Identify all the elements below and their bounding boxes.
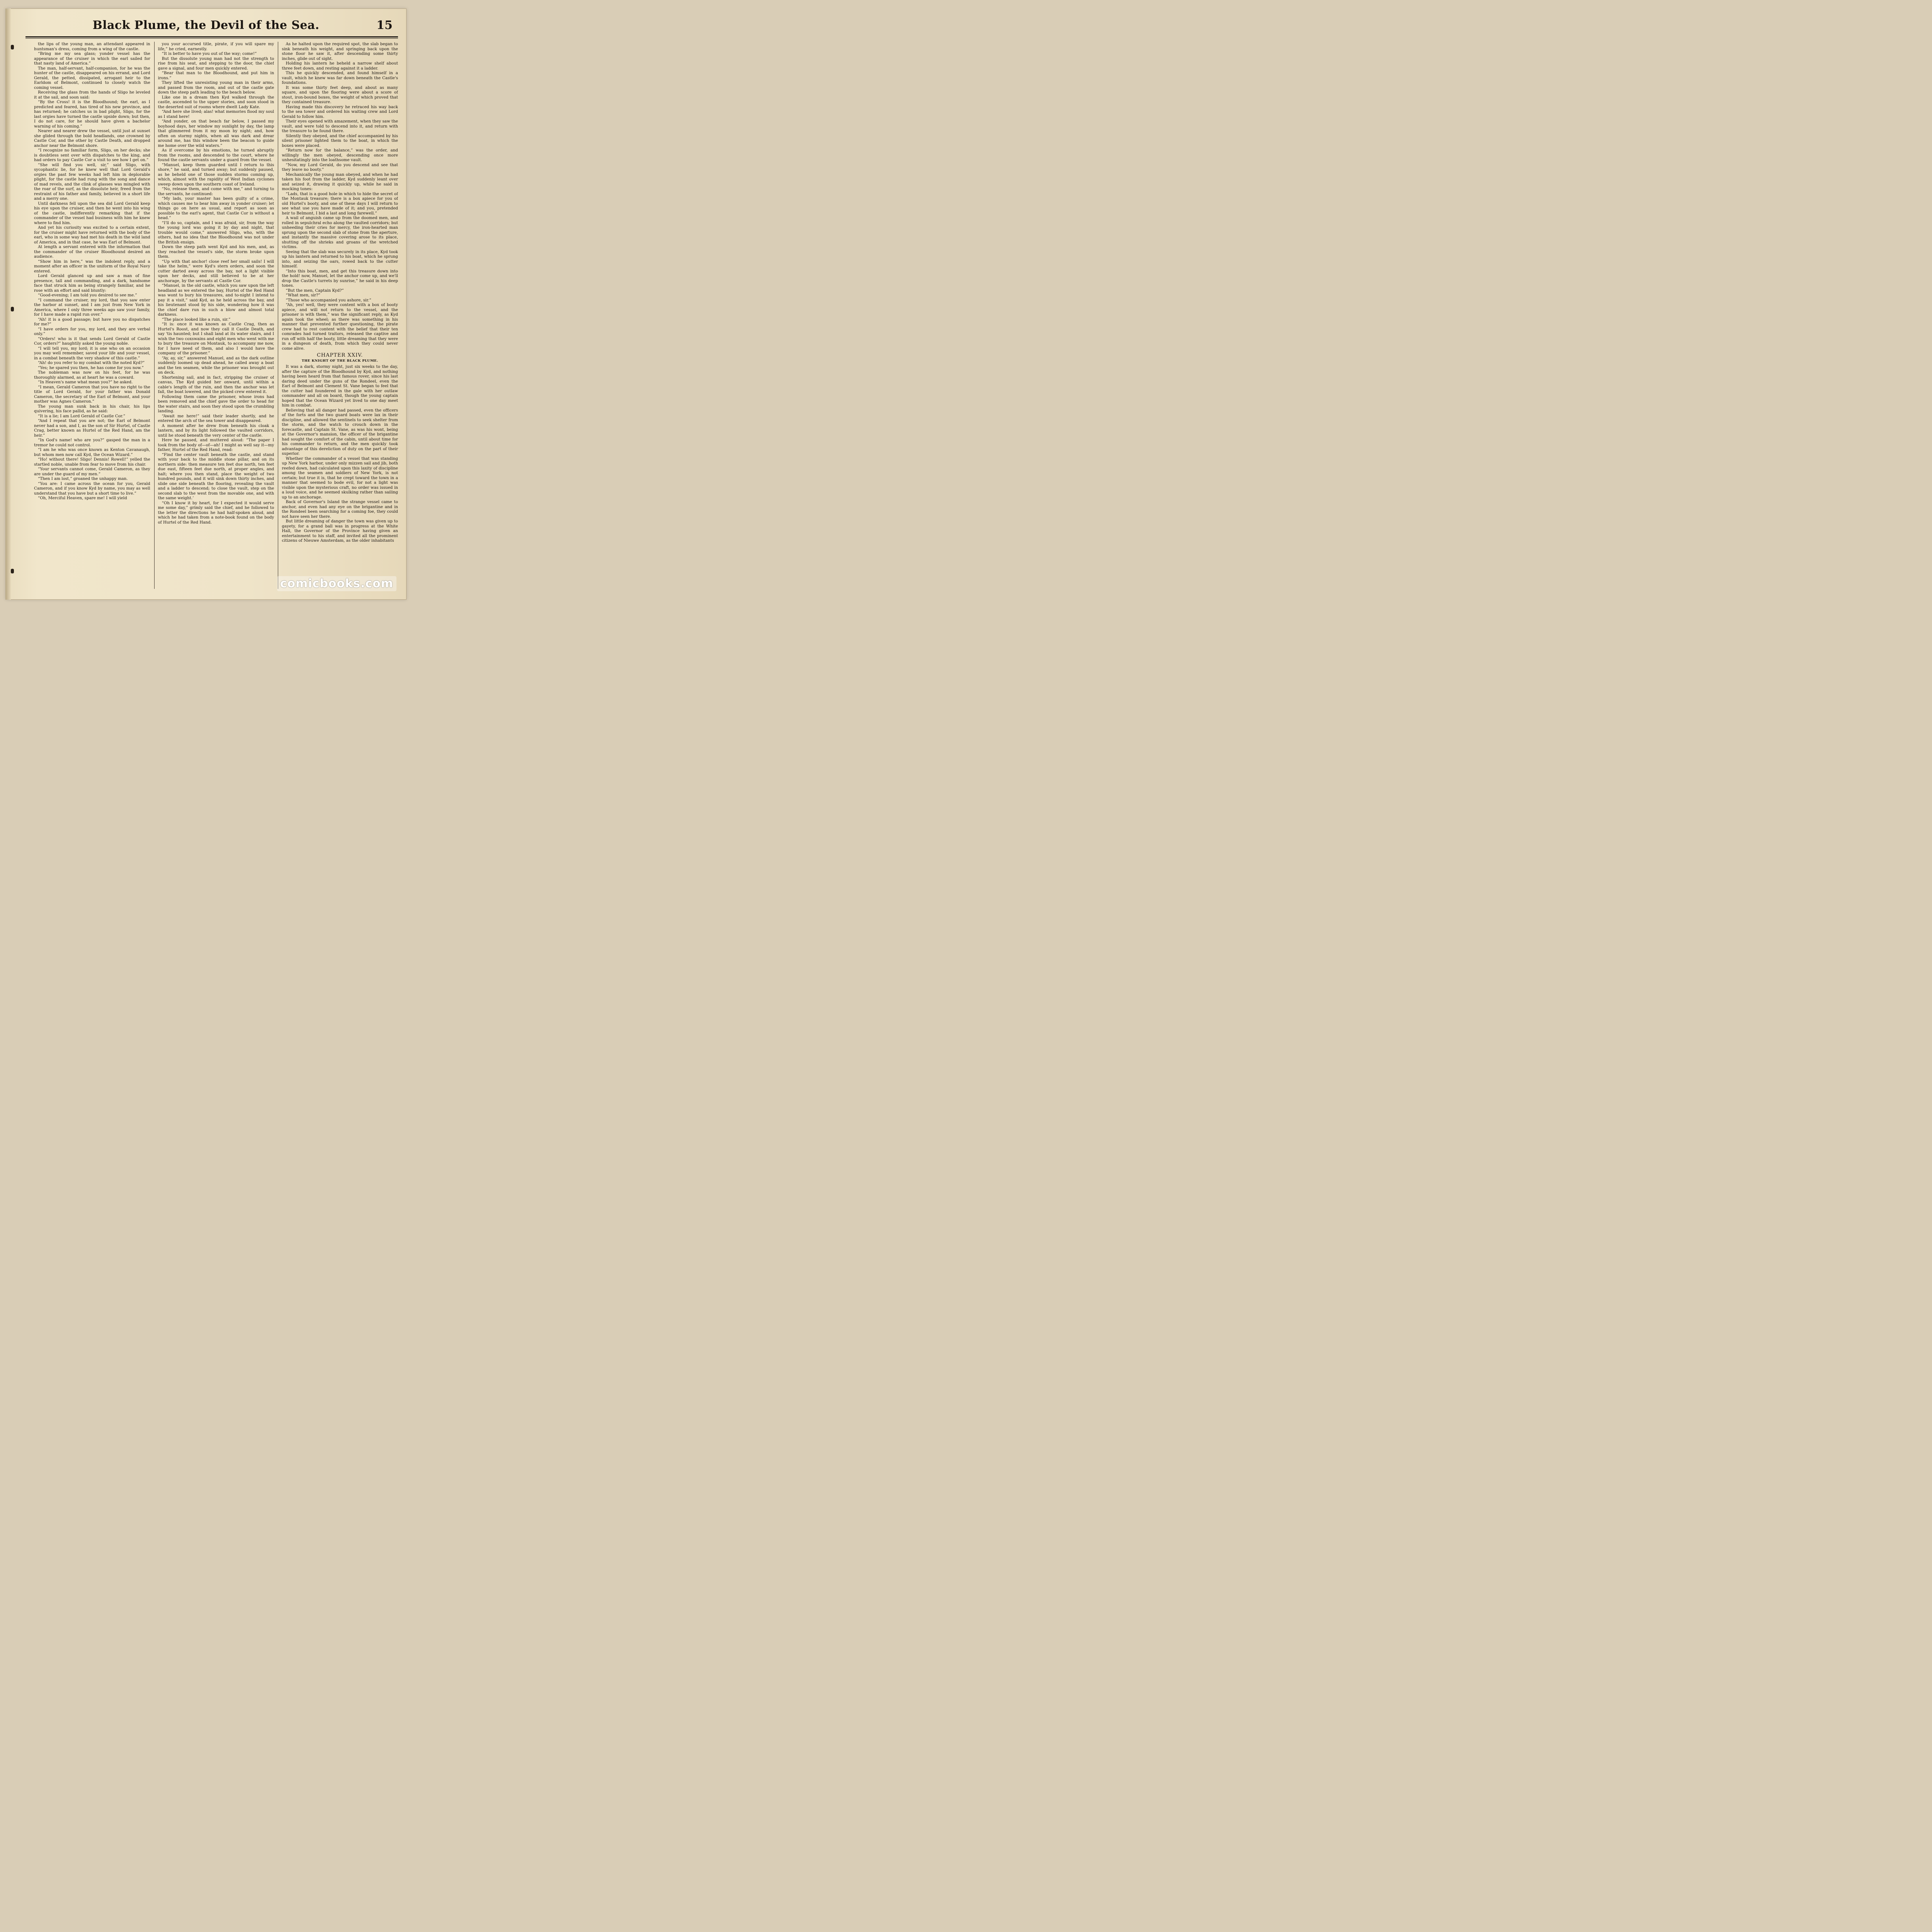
article-paragraph: “Return now for the balance,” was the order, and willingly the men obeyed, descending once more unhesitatingly into the loathsome vault.: [282, 148, 398, 162]
article-paragraph: “I command the cruiser, my lord, that you saw enter the harbor at sunset, and I am just from New York in America, where I only three weeks ago saw your family, for I have made a rapid run over.”: [34, 298, 150, 317]
article-paragraph: Back of Governor's Island the strange vessel came to anchor, and even had any eye on the brigantine and in the Rondeel been searching for a coming foe, they could not have seen her there.: [282, 500, 398, 519]
article-paragraph: Nearer and nearer drew the vessel, until just at sunset she glided through the bold headlands, one crowned by Castle Cor, and the other by Castle Death, and dropped anchor near the Belmont shore.: [34, 129, 150, 148]
header-rule: [26, 36, 398, 39]
article-paragraph: “The place looked like a ruin, sir.”: [162, 317, 231, 322]
article-paragraph: A moment after he drew from beneath his cloak a lantern, and by its light followed the vaulted corridors, until he stood beneath the very center of the castle.: [158, 423, 274, 438]
page-spine: [5, 9, 11, 600]
article-paragraph: “Ah, yes! well, they were content with a box of booty apiece, and will not return to the vessel, and the prisoner is with them,” was the significant reply, as Kyd again took the wheel; as there was something in his manner that prevented further questioning, the pirate crew had to rest content with the belief that their ten comrades had turned traitors, released the captive and run off with half the booty, little dreaming that they were in a dungeon of death, from which they could never come alive.: [282, 303, 398, 351]
article-paragraph: “Ay, ay, sir,” answered Manuel, and as the dark outline suddenly loomed up dead ahead, he called away a boat and the ten seamen, while the prisoner was brought out on deck.: [158, 355, 274, 375]
article-paragraph: “And I repeat that you are not; the Earl of Belmont never had a son, and I, as the son of Sir Hurtel, of Castle Crag, better known as Hurtel of the Red Hand, am the heir.”: [34, 418, 150, 438]
article-paragraph: The young man sunk back in his chair, his lips quivering, his face pallid, as he said:: [34, 404, 150, 413]
article-paragraph: “Now, my Lord Gerald, do you descend and see that they leave no booty.”: [282, 162, 398, 172]
article-paragraph: Receiving the glass from the hands of Sligo he leveled it at the sail, and soon said:: [34, 90, 150, 100]
article-paragraph: Their eyes opened with amazement, when they saw the vault, and were told to descend into it, and return with the treasure to be found there.: [282, 119, 398, 133]
article-paragraph: “Ah! it is a good passage; but have you no dispatches for me?”: [34, 317, 150, 327]
article-paragraph: “Up with that anchor! close reef her small sails! I will take the helm,” were Kyd's stern orders, and soon the cutter darted away across the bay, not a light visible upon her decks, and still believed to be at her anchorage, by the servants at Castle Cor.: [158, 259, 274, 283]
article-paragraph: Shortening sail, and in fact, stripping the cruiser of canvas, The Kyd guided her onward, until within a cable's length of the ruin, and then the anchor was let fall, the boat lowered, and the picked crew entered it.: [158, 375, 274, 394]
article-paragraph: “It is a lie; I am Lord Gerald of Castle Cor.”: [38, 413, 126, 418]
article-paragraph: Here he paused, and muttered aloud: “The paper I took from the body of—of—ah! I might as well say it—my father, Hurtel of the Red Hand, read:: [158, 438, 274, 452]
page-number: 15: [376, 19, 393, 32]
article-paragraph: Lord Gerald glanced up and saw a man of fine presence, tall and commanding, and a dark, handsome face that struck him as being strangely familiar, and he rose with an effort and said bluntly:: [34, 274, 150, 293]
article-paragraph: They lifted the unresisting young man in their arms, and passed from the room, and out of the castle gate down the steep path leading to the beach below.: [158, 80, 274, 95]
article-paragraph: “I recognize no familiar form, Sligo, on her decks; she is doubtless sent over with dispatches to the king, and had orders to pay Castle Cor a visit to see how I get on.”: [34, 148, 150, 162]
text-column-1: [34, 42, 150, 589]
watermark-logo: comicbooks.com: [277, 576, 396, 591]
article-paragraph: “Those who accompanied you ashore, sir.”: [286, 298, 371, 303]
article-paragraph: Until darkness fell upon the sea did Lord Gerald keep his eye upon the cruiser, and then he went into his wing of the castle, indifferently remarking that if the commander of the vessel had business with him he knew where to find him.: [34, 201, 150, 225]
article-paragraph: “My lads, your master has been guilty of a crime, which causes me to bear him away in yonder cruiser; let things go on here as usual, and report as soon as possible to the earl's agent, that Castle Cor is without a head.”: [158, 196, 274, 220]
article-paragraph: At length a servant entered with the information that the commander of the cruiser Bloodhound desired an audience.: [34, 245, 150, 259]
article-paragraph: As if overcome by his emotions, he turned abruptly from the rooms, and descended to the court, where he found the castle servants under a guard from the vessel.: [158, 148, 274, 162]
article-paragraph: “It is better to have you out of the way; come!”: [162, 51, 257, 56]
article-paragraph: Having made this discovery he retraced his way back to the sea tower and ordered his waiting crew and Lord Gerald to follow him.: [282, 104, 398, 119]
article-paragraph: “Your servants cannot come, Gerald Cameron, as they are under the guard of my men.”: [34, 467, 150, 476]
article-paragraph: Silently they obeyed, and the chief accompanied by his silent prisoner lighted them to the boat, in which the boxes were placed.: [282, 133, 398, 148]
article-paragraph: Following them came the prisoner, whose irons had been removed and the chief gave the order to head for the water stairs, and soon they stood upon the crumbling landing.: [158, 394, 274, 413]
article-paragraph: “And here she lived; alas! what memories flood my soul as I stand here!: [158, 109, 274, 119]
article-paragraph: “In Heaven's name what mean you?” he asked.: [38, 380, 133, 384]
article-paragraph: “What men, sir?”: [286, 293, 320, 298]
page-title: Black Plume, the Devil of the Sea.: [92, 19, 320, 32]
article-paragraph: This he quickly descended, and found himself in a vault, which he knew was far down beneath the Castle's foundations.: [282, 71, 398, 85]
text-columns: [34, 42, 398, 589]
article-paragraph: “Orders! who is it that sends Lord Gerald of Castle Cor, orders?” haughtily asked the young noble.: [34, 336, 150, 346]
article-paragraph: Down the steep path went Kyd and his men, and, as they reached the vessel's side, the storm broke upon them.: [158, 245, 274, 259]
article-paragraph: A wail of anguish came up from the doomed men, and rolled in sepulchral echo along the vaulted corridors; but unheeding their cries for mercy, the iron-hearted man sprung upon the second slab of stone from the aperture, and instantly the massive covering arose to its place, shutting off the shrieks and groans of the wretched victims.: [282, 216, 398, 249]
article-paragraph: “Ho! without there! Sligo! Dennis! Rowell!” yelled the startled noble, unable from fear to move from his chair.: [34, 457, 150, 467]
binding-hole: [11, 307, 14, 311]
article-paragraph: Holding his lantern he beheld a narrow shelf about three feet down, and resting against it a ladder.: [282, 61, 398, 71]
article-paragraph: “Find the center vault beneath the castle, and stand with your back to the middle stone pillar, and on its northern side: then measure ten feet due north, ten feet due east, fifteen feet due north, at proper angles, and halt; where you then stand, place the weight of two hundred pounds, and it will sink down thirty inches, and slide one side beneath the flooring, revealing the vault and a ladder to descend; to close the vault, step on the second slab to the west from the movable one, and with the same weight.’: [158, 452, 274, 500]
article-paragraph: “But the men, Captain Kyd?”: [286, 288, 344, 293]
article-paragraph: The nobleman was now on his feet, for he was thoroughly alarmed, as at heart he was a coward.: [34, 370, 150, 380]
article-paragraph: “No, release them, and come with me,” and turning to the servants, he continued:: [158, 187, 274, 196]
article-paragraph: And yet his curiosity was excited to a certain extent, for the cruiser might have returned with the body of the earl, who in some way had met his death in the wild land of America, and in that case, he was Earl of Belmont.: [34, 225, 150, 245]
page-header: [5, 13, 406, 36]
article-paragraph: “Bear that man to the Bloodhound, and put him in irons.”: [158, 71, 274, 80]
article-paragraph: “She will find you well, sir,” said Sligo, with sycophantic lie, for he knew well that Lord Gerald's orgies the past few weeks had left him in deplorable plight, for the castle had rung with the song and dance of mad revels, and the clink of glasses was mingled with the roar of the surf, as the dissolute heir, freed from the restraint of his father and family, believed in a short life and a merry one.: [34, 162, 150, 201]
article-paragraph: “Oh I know it by heart, for I expected it would serve me some day,” grimly said the chief, and he followed to the letter the directions he had half-spoken aloud, and which he had taken from a note-book found on the body of Hurtel of the Red Hand.: [158, 500, 274, 525]
article-paragraph: “I will tell you, my lord; it is one who on an occasion you may well remember, saved your life and your vessel, in a combat beneath the very shadow of this castle.”: [34, 346, 150, 361]
text-column-2: [154, 42, 274, 589]
article-paragraph: “You are: I came across the ocean for you, Gerald Cameron, and if you know Kyd by name, you may as well understand that you have but a short time to live.”: [34, 481, 150, 496]
article-paragraph: It was a dark, stormy night, just six weeks to the day, after the capture of the Bloodhound by Kyd, and nothing having been heard from that famous rover, since his last daring deed under the guns of the Rondeel, even the Earl of Belmont and Clement St. Vane began to feel that the cutter had foundered in the gale with her outlaw commander and all on board, though the young captain hoped that the Ocean Wizard yet lived to one day meet him in combat.: [282, 364, 398, 408]
text-column-3: [278, 42, 398, 589]
article-paragraph: “Manuel, in the old castle, which you saw upon the left headland as we entered the bay, Hurtel of the Red Hand was wont to bury his treasures, and to-night I intend to pay it a visit,” said Kyd, as he held across the bay, and his lieutenant stood by his side, wondering how it was the chief dare run in such a blow and almost total darkness.: [158, 283, 274, 317]
chapter-heading: CHAPTER XXIV.: [316, 352, 363, 358]
article-paragraph: “Manuel, keep them guarded until I return to this shore,” he said, and turned away; but suddenly paused, as he beheld one of those sudden storms coming up, which, almost with the rapidity of West Indian cyclones sweep down upon the southern coast of Ireland.: [158, 162, 274, 187]
article-paragraph: “I'll do so, captain, and I was afraid, sir, from the way the young lord was going it by day and night, that trouble would come,” answered Sligo, who, with the others, had no idea that the Bloodhound was not under the British ensign.: [158, 220, 274, 245]
article-paragraph: “In God's name! who are you?” gasped the man in a tremor he could not control.: [34, 438, 150, 447]
article-paragraph: It was some thirty feet deep, and about as many square, and upon the flooring were about a score of stout, iron-bound boxes, the weight of which proved that they contained treasure.: [282, 85, 398, 104]
article-paragraph: “Yes; he spared you then, he has come for you now.”: [38, 365, 144, 370]
chapter-subtitle: THE KNIGHT OF THE BLACK PLUME.: [301, 359, 378, 363]
article-paragraph: Seeing that the slab was securely in its place, Kyd took up his lantern and returned to his boat, which he sprung into, and seizing the oars, rowed back to the cutter himself.: [282, 249, 398, 269]
article-paragraph: “Show him in here,” was the indolent reply, and a moment after an officer in the uniform of the Royal Navy entered.: [34, 259, 150, 274]
article-paragraph: “I am he who was once known as Kenton Cavanaugh, but whom men now call Kyd, the Ocean Wizard.”: [34, 447, 150, 457]
article-paragraph: “I have orders for you, my lord, and they are verbal only.”: [34, 327, 150, 336]
article-paragraph: “It is: once it was known as Castle Crag, then as Hurtel's Roost, and now they call it Castle Death, and say 'tis haunted; but I shall land at its water stairs, and I wish the two coxswains and eight men who went with me to bury the treasure on Montauk, to accompany me now, for I have need of them, and also I would have the company of the prisoner.”: [158, 322, 274, 355]
article-paragraph: Whether the commander of a vessel that was standing up New York harbor, under only mizzen sail and jib, both reefed down, had calculated upon this laxity of discipline among the seamen and soldiers of New York, is not certain; but true it is, that he crept toward the town in a manner that seemed to bode evil, for not a light was visible upon the mysterious craft, no order was issued in a loud voice, and he seemed skulking rather than sailing up to an anchorage.: [282, 456, 398, 500]
article-paragraph: “By the Cross! it is the Bloodhound; the earl, as I predicted and feared, has tired of his new province, and has returned; he catches us in bad plight, Sligo, for the last orgies have turned the castle upside down; but then, I do not care, for he should have given a bachelor warning of his coming.”: [34, 100, 150, 129]
article-paragraph: But the dissolute young man had not the strength to rise from his seat, and stepping to the door, the chief gave a signal, and four men quickly entered.: [158, 56, 274, 71]
article-paragraph: you your accursed title, pirate, if you will spare my life,” he cried, earnestly.: [158, 42, 274, 51]
article-paragraph: The man, half-servant, half-companion, for he was the hunter of the castle, disappeared on his errand, and Lord Gerald, the petted, dissipated, arrogant heir to the Earldom of Belmont, continued to closely watch the coming vessel.: [34, 66, 150, 90]
article-paragraph: “I mean, Gerald Cameron that you have no right to the title of Lord Gerald, for your father was Donald Cameron, the secretary of the Earl of Belmont, and your mother was Agnes Cameron.”: [34, 384, 150, 404]
article-paragraph: “Then I am lost,” groaned the unhappy man.: [38, 476, 128, 481]
article-paragraph: “Oh, Merciful Heaven, spare me! I will yield: [38, 496, 127, 500]
article-paragraph: Mechanically the young man obeyed, and when he had taken his foot from the ladder, Kyd suddenly leant over and seized it, drawing it quickly up, while he said in mocking tones:: [282, 172, 398, 191]
article-paragraph: the lips of the young man, an attendant appeared in huntsman's dress, coming from a wing of the castle.: [34, 42, 150, 51]
article-paragraph: “Ah! do you refer to my combat with the noted Kyd?”: [38, 361, 145, 365]
article-paragraph: As he halted upon the required spot, the slab began to sink beneath his weight, and springing back upon the stone floor he saw it, after descending some thirty inches, glide out of sight.: [282, 42, 398, 61]
newspaper-page: [5, 9, 406, 600]
binding-hole: [11, 45, 14, 49]
article-paragraph: “Await me here!” said their leader shortly, and he entered the arch of the sea tower and disappeared.: [158, 413, 274, 423]
article-paragraph: “Bring me my sea glass; yonder vessel has the appearance of the cruiser in which the earl sailed for that nasty land of America.”: [34, 51, 150, 66]
article-paragraph: Like one in a dream then Kyd walked through the castle, ascended to the upper stories, and soon stood in the deserted suit of rooms where dwelt Lady Kate.: [158, 95, 274, 109]
article-paragraph: “Lads, that is a good hole in which to hide the secret of the Montauk treasure; there is a box apiece for you of old Hurtel's booty, and one of these days I will return to see what use you have made of it; and you, pretended heir to Belmont, I bid a last and long farewell.”: [282, 191, 398, 216]
binding-hole: [11, 569, 14, 573]
article-paragraph: But little dreaming of danger the town was given up to gayety, for a grand ball was in progress at the White Hall, the Governor of the Province having given an entertainment to his staff, and invited all the prominent citizens of Nieuwe Amsterdam, as the older inhabitants: [282, 519, 398, 543]
article-paragraph: Believing that all danger had passed, even the officers of the forts and the two guard boats were lax in their discipline, and allowed the sentinels to seek shelter from the storm, and the watch to crouch down in the forecastle, and Captain St. Vane, as was his wont, being at the Governor's mansion, the officer of the brigantine had sought the comfort of the cabin, until about time for his commander to return, and the men quickly took advantage of this dereliction of duty on the part of their superior.: [282, 408, 398, 456]
article-paragraph: “Good-evening; I am told you desired to see me.”: [38, 293, 137, 298]
article-paragraph: “And yonder, on that beach far below, I passed my boyhood days, her window my sunlight by day, the lamp that glimmered from it my moon by night; and, how often on stormy nights, when all was dark and drear around me, has this window been the beacon to guide me home over the wild waters.”: [158, 119, 274, 148]
article-paragraph: “Into this boat, men, and get this treasure down into the hold! now, Manuel, let the anchor come up, and we'll drop the Castle's turrets by sunrise,” he said in his deep tones.: [282, 269, 398, 288]
